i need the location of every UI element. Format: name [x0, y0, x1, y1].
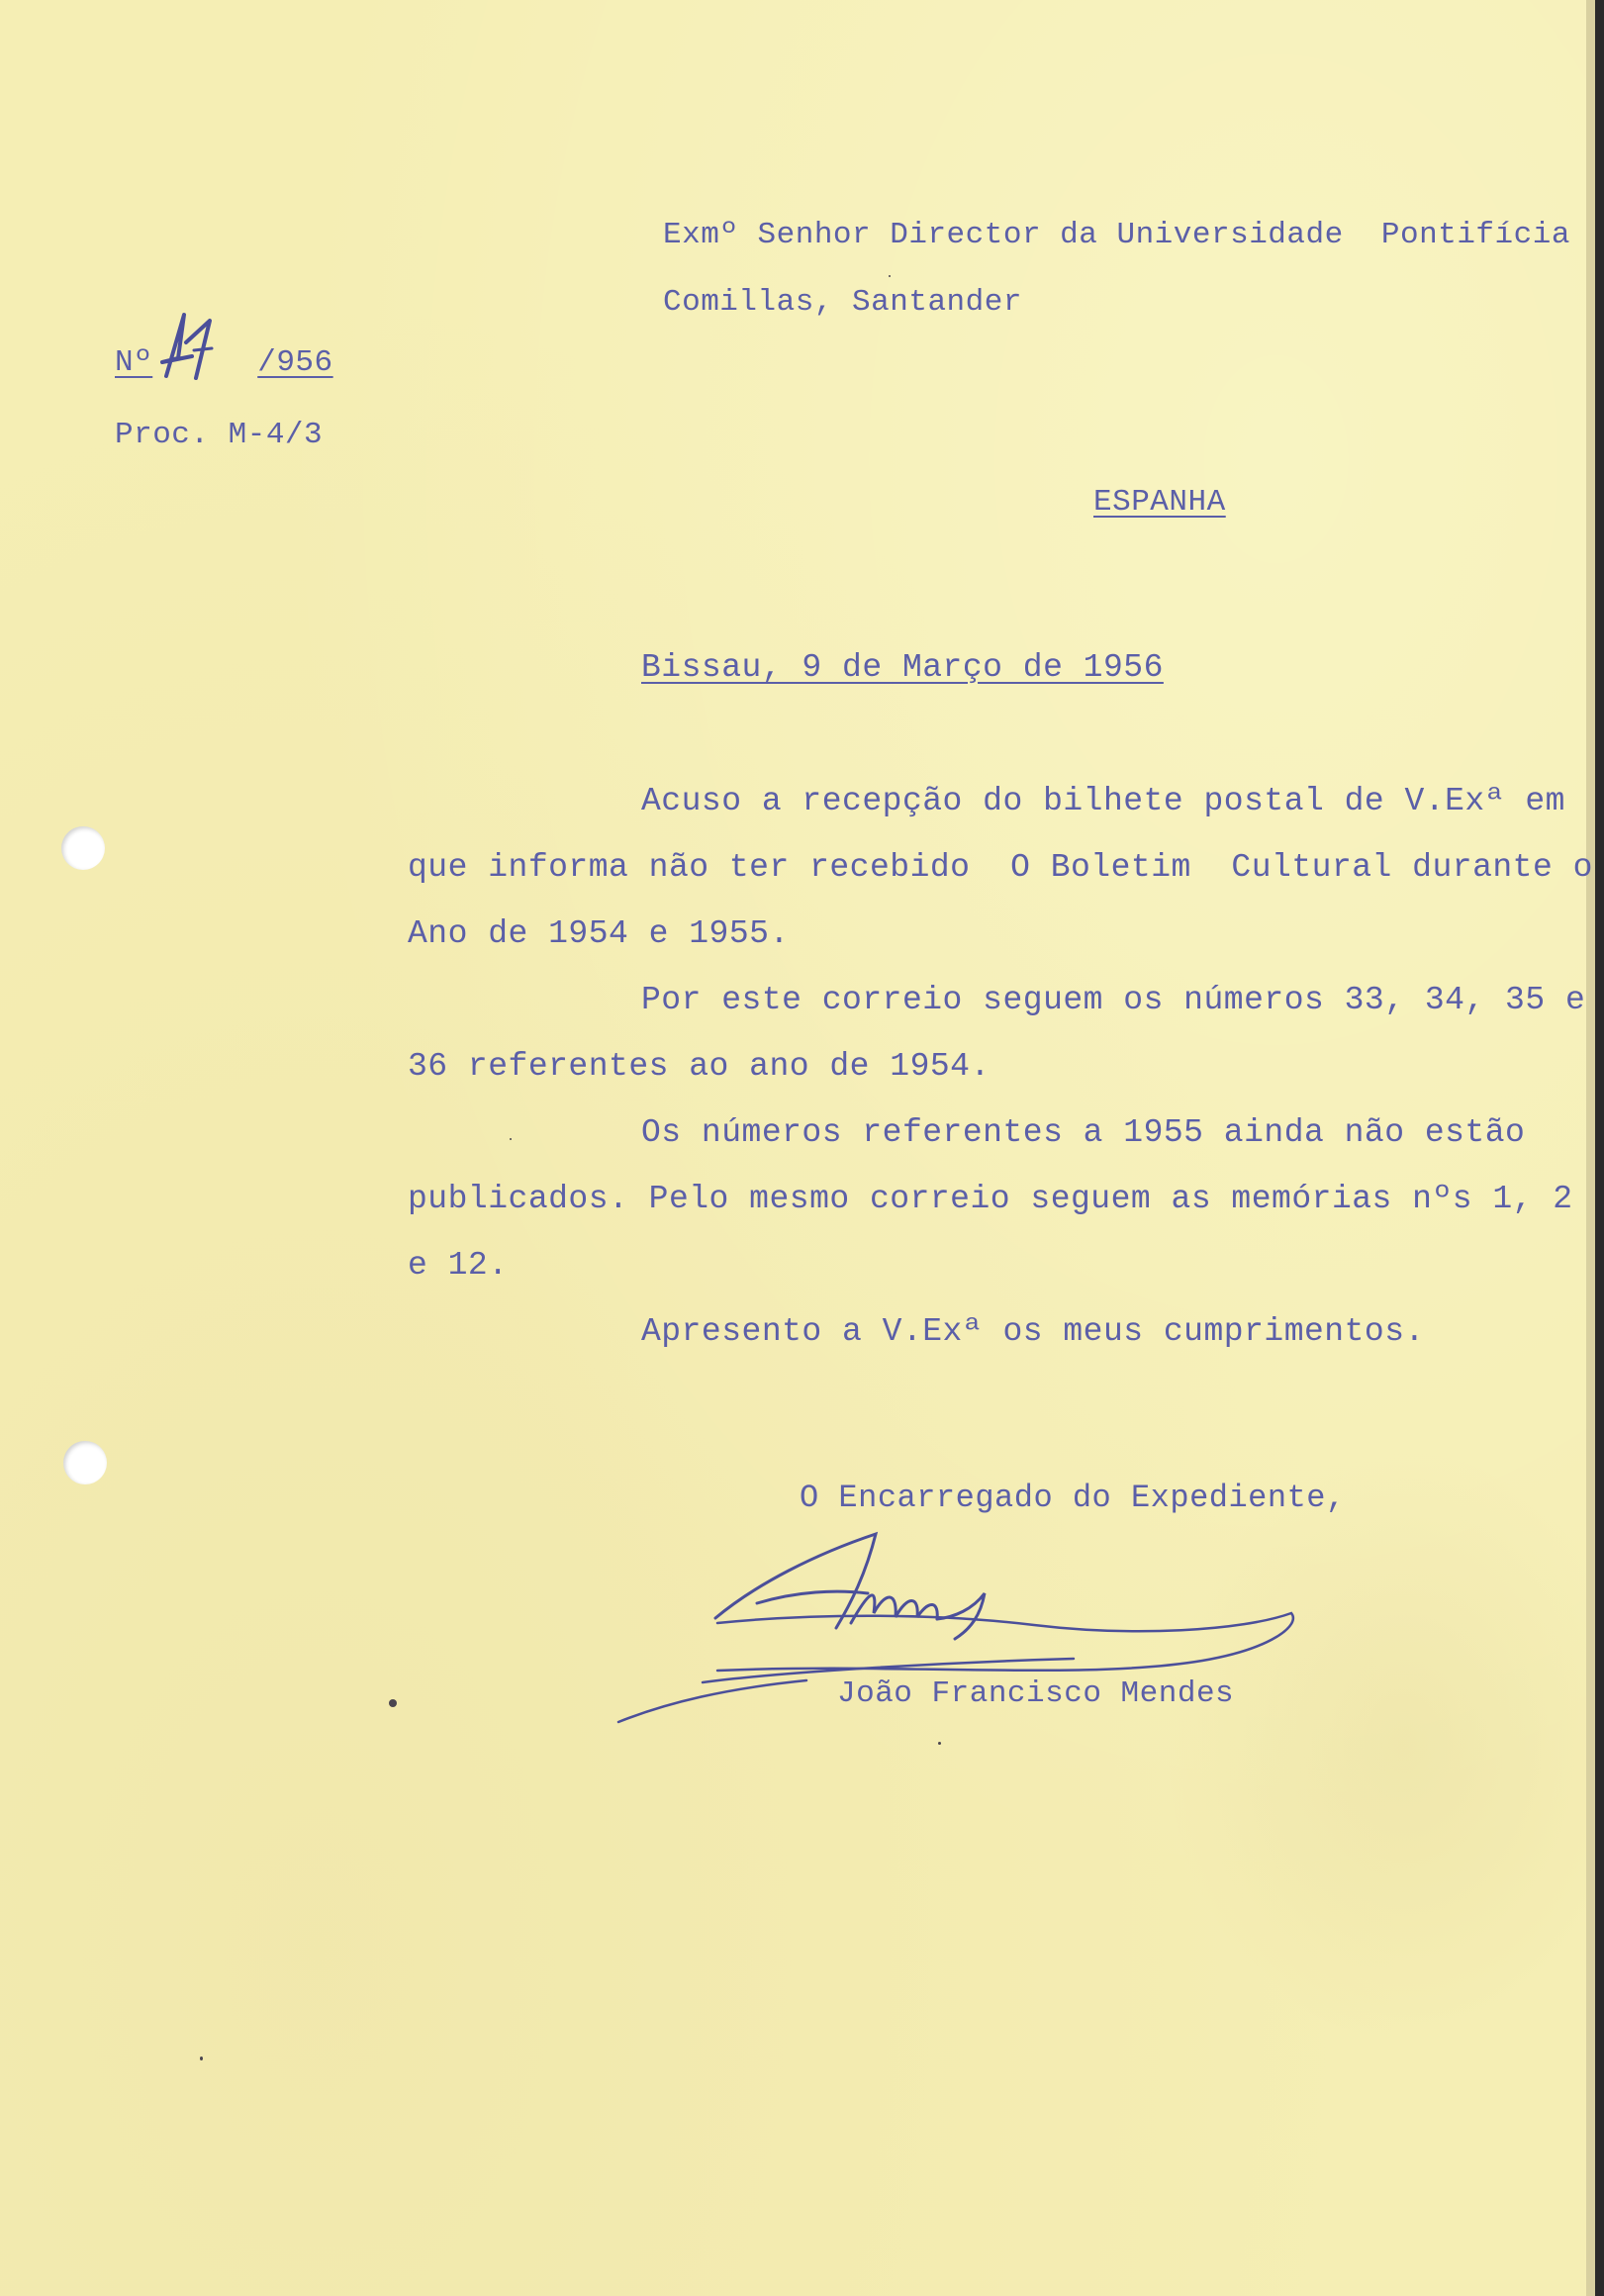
- ink-speck: [389, 1699, 397, 1707]
- body-line-1: Acuso a recepção do bilhete postal de V.Exª em: [641, 783, 1565, 819]
- body-line-5: 36 referentes ao ano de 1954.: [408, 1048, 991, 1085]
- ink-dot: [889, 275, 891, 277]
- body-line-2: que informa não ter recebido O Boletim Cultural durante o: [408, 849, 1593, 886]
- body-line-3: Ano de 1954 e 1955.: [408, 915, 790, 952]
- punch-hole-bottom: [63, 1441, 107, 1484]
- addressee-line-1: Exmº Senhor Director da Universidade Pontifícia: [663, 218, 1570, 252]
- country-heading: ESPANHA: [1093, 485, 1226, 520]
- punch-hole-top: [61, 826, 105, 870]
- ink-dot: [200, 2057, 203, 2060]
- body-line-6: Os números referentes a 1955 ainda não estão: [641, 1114, 1526, 1151]
- body-line-7: publicados. Pelo mesmo correio seguem as memórias nºs 1, 2: [408, 1181, 1573, 1217]
- reference-number: [115, 343, 333, 383]
- closing-line: O Encarregado do Expediente,: [800, 1480, 1346, 1516]
- date-line: Bissau, 9 de Março de 1956: [641, 649, 1164, 686]
- reference-prefix: Nº: [115, 345, 153, 380]
- page-edge: [1586, 0, 1595, 2296]
- reference-year: /956: [257, 345, 333, 380]
- signatory-name: João Francisco Mendes: [837, 1676, 1235, 1711]
- ink-dot: [938, 1742, 941, 1745]
- ink-dot: [510, 1138, 512, 1140]
- body-line-4: Por este correio seguem os números 33, 34, 35 e: [641, 982, 1586, 1018]
- handwritten-number: [158, 307, 214, 386]
- body-line-9: Apresento a V.Exª os meus cumprimentos.: [641, 1313, 1425, 1350]
- addressee-line-2: Comillas, Santander: [663, 285, 1022, 320]
- body-line-8: e 12.: [408, 1247, 509, 1284]
- process-reference: Proc. M-4/3: [115, 418, 324, 452]
